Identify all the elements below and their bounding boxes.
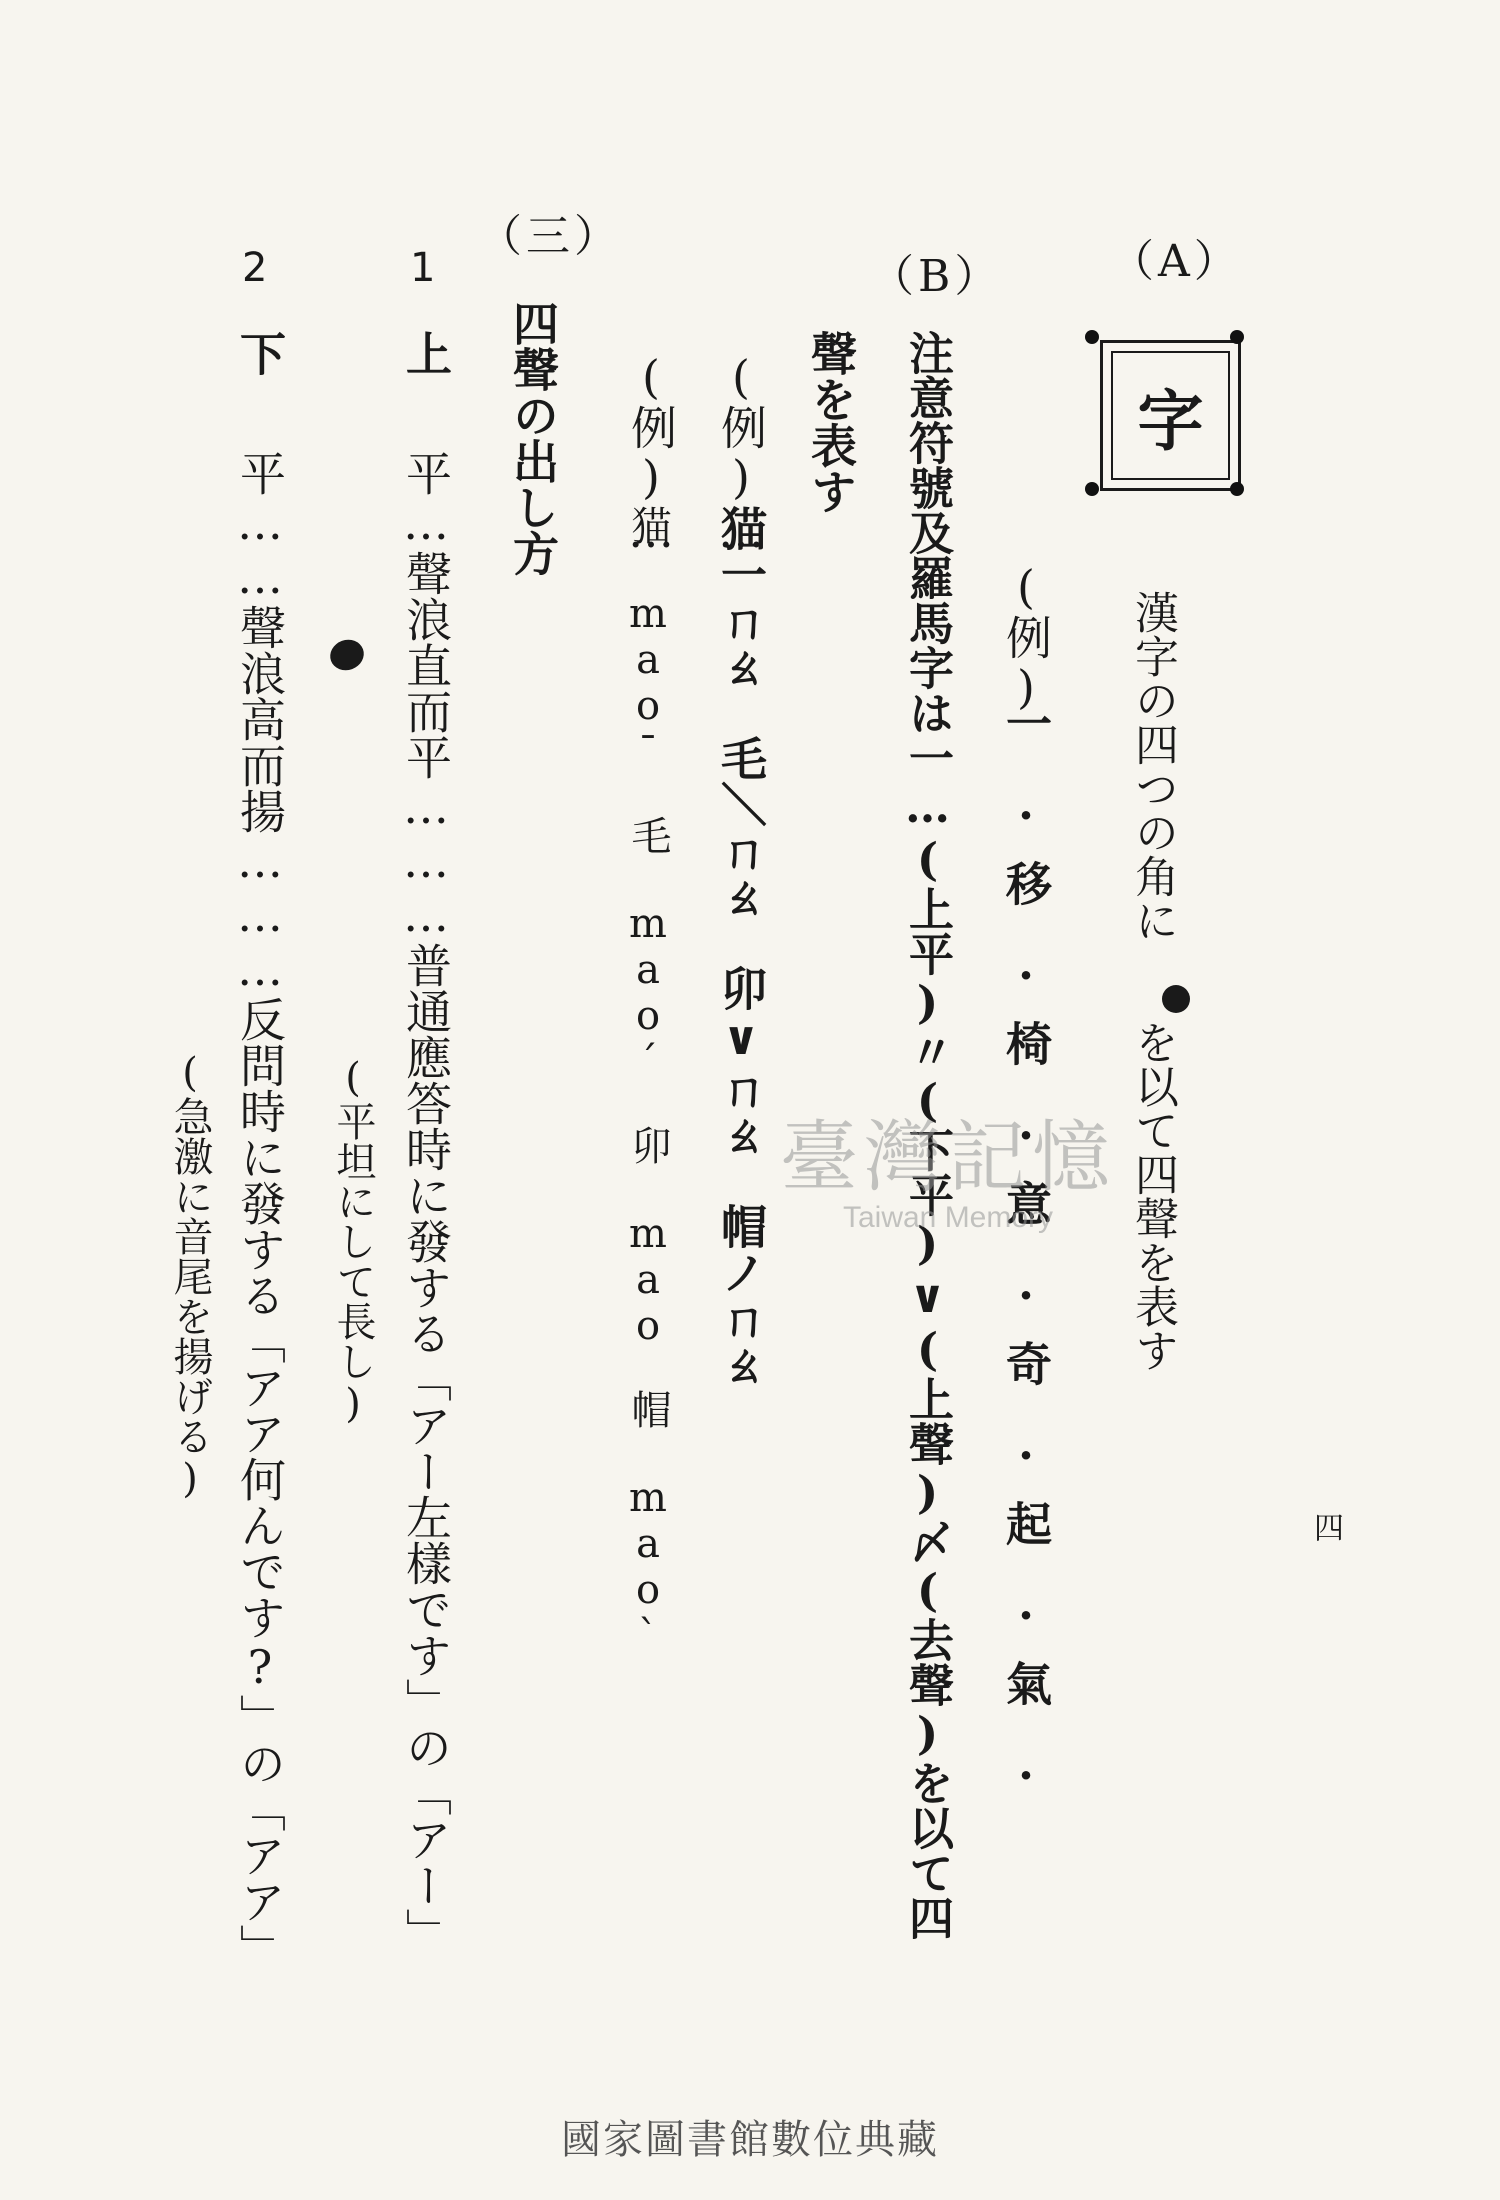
item-1-note: (平坦にして長し) — [330, 1055, 376, 1427]
section-b-line1: 注意符號及羅馬字は一…(上平)〃(下平)∨(上聲)〆(去聲)を以て四 — [901, 330, 954, 1940]
item-2-number: 2 — [242, 245, 268, 291]
section-a-label: （A） — [1110, 236, 1242, 287]
box-character: 字 — [1111, 351, 1230, 480]
section-b-example1: 猫一ㄇㄠ 毛＼ㄇㄠ 卯∨ㄇㄠ 帽ノㄇㄠ — [714, 505, 768, 1387]
section-a-example-text: 一.移.椅.意.奇.起.氣. — [999, 700, 1053, 1820]
item-2-main: 平……聲浪高而揚………反問時に發する「アア何んです?」の「アア」 — [233, 450, 287, 1970]
section-b-example1-label: (例)… — [714, 350, 768, 558]
section-a-line1-tail: を以て四聲を表す — [1127, 1020, 1178, 1372]
section-b-example2: 猫 mao¯ 毛 mao´ 卯 mao 帽 mao` — [625, 505, 671, 1659]
item-1-name: 上 — [399, 330, 453, 376]
corner-dot-bottom-left — [1085, 482, 1099, 496]
corner-dot-top-right — [1230, 330, 1244, 344]
watermark-chinese: 臺灣記憶 — [780, 1113, 1117, 1203]
filled-dot-marker — [1162, 985, 1190, 1013]
section-a-example-label: (例) — [999, 560, 1053, 714]
item-2-name: 下 — [233, 330, 287, 376]
item-2-note: (急激に音尾を揚げる) — [167, 1050, 213, 1502]
watermark-english: Taiwan Memory — [842, 1201, 1054, 1234]
character-box — [1100, 340, 1241, 491]
corner-dot-bottom-right — [1230, 482, 1244, 496]
section-a-line1: 漢字の四つの角に — [1127, 590, 1178, 942]
section-b-label: （B） — [870, 251, 1003, 302]
page-number: 四 — [1308, 1512, 1343, 1542]
section-3-title: 四聲の出し方 — [506, 300, 560, 576]
corner-dot-top-left — [1085, 330, 1099, 344]
item-1-main: 平…聲浪直而平………普通應答時に發する「アー左樣です」の「アー」 — [399, 450, 453, 1954]
footer-archive-label: 國家圖書館數位典藏 — [561, 2117, 939, 2163]
section-b-example2-label: (例)… — [624, 350, 678, 558]
section-b-line2: 聲を表す — [804, 330, 858, 514]
watermark — [780, 1095, 1116, 1235]
item-1-number: 1 — [410, 245, 436, 291]
ink-blot — [326, 635, 368, 675]
section-3-label: （三） — [478, 211, 622, 262]
